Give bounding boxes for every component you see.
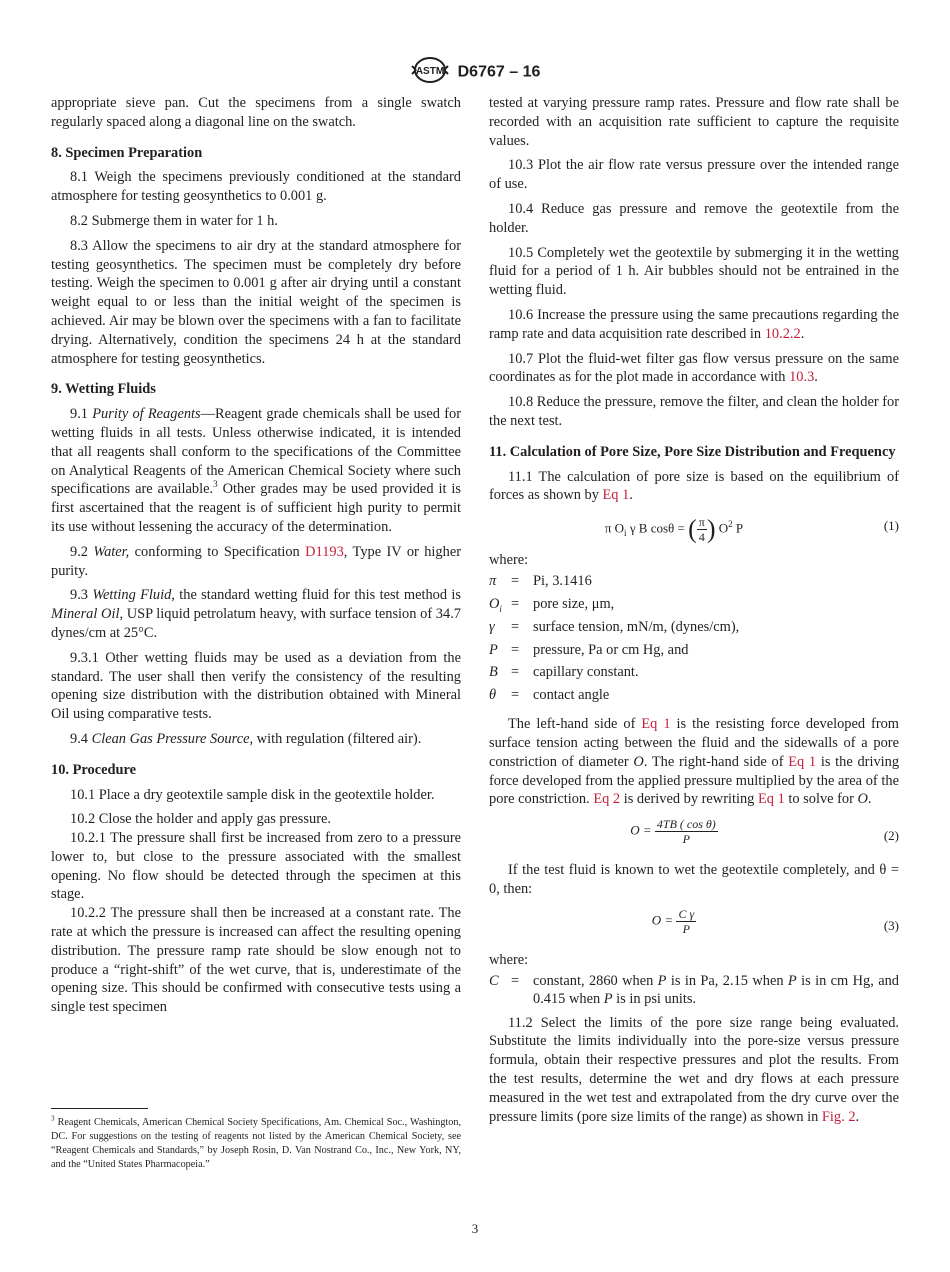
- variable-equals: =: [511, 687, 520, 704]
- page-header: [0, 56, 950, 89]
- variable-symbol: P: [489, 641, 498, 658]
- variable-symbol: $O_i$: [489, 595, 502, 614]
- variable-equals: =: [511, 572, 520, 589]
- link-eq-1[interactable]: Eq 1: [602, 487, 630, 504]
- link-fig-2[interactable]: Fig. 2: [821, 1108, 856, 1125]
- link-eq-1[interactable]: Eq 1: [757, 791, 785, 808]
- paragraph-10-2-2: 10.2.2 The pressure shall then be increased at a constant rate. The rate at which the pressure is increased can affect the resulting opening distribution. The pressure ramp rate should be slow enough not to produce a “right-shift” of the wet curve, that is, underestimate of the opening size. This should be confirmed with consecutive tests using a single test specimen: [51, 905, 461, 1016]
- page-number: 3: [471, 1221, 479, 1236]
- section-8-heading: 8. Specimen Preparation: [51, 144, 203, 161]
- right-column: [489, 94, 899, 1132]
- variable-symbol: γ: [489, 618, 495, 635]
- section-11-heading: 11. Calculation of Pore Size, Pore Size Distribution and Frequency: [489, 443, 896, 460]
- variable-symbol: θ: [489, 687, 497, 704]
- variable-description: surface tension, mN/m, (dynes/cm),: [533, 618, 740, 635]
- variable-description: contact angle: [533, 687, 610, 704]
- link-eq-2[interactable]: Eq 2: [593, 791, 621, 808]
- variable-row: [489, 572, 899, 595]
- variable-row: [489, 641, 899, 664]
- paragraph-wet-condition: If the test fluid is known to wet the geotextile completely, and θ = 0, then:: [489, 862, 899, 897]
- variable-description: capillary constant.: [533, 664, 639, 681]
- variable-row: [489, 663, 899, 686]
- section-9-heading: 9. Wetting Fluids: [51, 381, 156, 398]
- link-d1193[interactable]: D1193: [305, 543, 344, 560]
- paragraph-10-5: 10.5 Completely wet the geotextile by submerging it in the wetting fluid for a period of 1 h. Air bubbles should not be entrained in the wetting fluid.: [489, 244, 899, 299]
- footnote-divider: [51, 1108, 148, 1109]
- variable-description: pore size, μm,: [533, 595, 615, 612]
- variable-list: [489, 572, 899, 709]
- link-eq-1[interactable]: Eq 1: [788, 753, 817, 770]
- paragraph-10-4: 10.4 Reduce gas pressure and remove the geotextile from the holder.: [489, 200, 899, 236]
- paragraph-11-1: 11.1 The calculation of pore size is based on the equilibrium of forces as shown by Eq 1.: [489, 468, 899, 504]
- where-label-1: where:: [489, 552, 529, 569]
- variable-equals: =: [511, 664, 520, 681]
- equation-3: O = $\frac{\text{C γ}}{P}$ (3): [651, 906, 899, 936]
- equation-2-number: (2): [883, 828, 899, 844]
- footnote-3: $^3$ Reagent Chemicals, American Chemical Society Specifications, Am. Chemical Soc., Washington, DC. For suggestions on the testing of reagents not listed by the American Chemical Society, see “Reagent Chemicals and Standards,” by Joseph Rosin, D. Van Nostrand Co., Inc., New York, NY, and the “United States Pharmacopeia.”: [51, 1114, 461, 1170]
- equation-1: π $O_i$ γ B cosθ = ( $\frac{\pi}{4}$ ) $O^2$ P (1): [604, 514, 899, 545]
- paragraph-10-8: 10.8 Reduce the pressure, remove the filter, and clean the holder for the next test.: [489, 394, 900, 429]
- variable-row: [489, 618, 899, 641]
- variable-c-definition: C = constant, 2860 when P is in Pa, 2.15 when P is in cm Hg, and 0.415 when P is in psi units.: [489, 972, 899, 1007]
- variable-equals: =: [511, 641, 520, 658]
- paragraph-9-3: 9.3 Wetting Fluid, the standard wetting fluid for this test method is Mineral Oil, USP liquid petrolatum heavy, with surface tension of 34.7 dynes/cm at 25°C.: [51, 587, 462, 641]
- footnote-ref-3: 3: [213, 479, 218, 490]
- link-10-2-2[interactable]: 10.2.2: [764, 325, 801, 342]
- paragraph-9-2: 9.2 Water, conforming to Specification D1193, Type IV or higher purity.: [51, 543, 461, 579]
- variable-equals: =: [511, 618, 520, 635]
- document-code: D6767 – 16: [457, 63, 541, 81]
- variable-symbol: π: [489, 572, 497, 589]
- paragraph-10-1: 10.1 Place a dry geotextile sample disk in the geotextile holder.: [70, 786, 435, 803]
- where-label-2: where:: [489, 951, 529, 968]
- equation-1-number: (1): [883, 518, 899, 534]
- logo-text: ASTM: [415, 66, 444, 77]
- paragraph-10-3: 10.3 Plot the air flow rate versus pressure over the intended range of use.: [489, 157, 899, 193]
- variable-symbol: B: [489, 664, 498, 681]
- paragraph-continued: tested at varying pressure ramp rates. Pressure and flow rate shall be recorded with an acquisition rate sufficient to capture the requisite values.: [489, 95, 899, 149]
- variable-equals: =: [511, 595, 520, 612]
- left-column: [51, 94, 461, 1023]
- paragraph-lhs-explanation: The left-hand side of Eq 1 is the resisting force developed from surface tension acting between the fluid and the sidewalls of a pore constriction of diameter O. The right-hand side of Eq 1 is the driving force developed from the applied pressure multiplied by the area of the pore constriction. Eq 2 is derived by rewriting Eq 1 to solve for O.: [489, 716, 900, 808]
- equation-2: O = $\frac{\text{4TB ( cos θ)}}{P}$ (2): [630, 817, 899, 847]
- paragraph-10-7: 10.7 Plot the fluid-wet filter gas flow versus pressure on the same coordinates as for the plot made in accordance with 10.3.: [489, 350, 899, 386]
- variable-description: pressure, Pa or cm Hg, and: [533, 641, 689, 658]
- paragraph-intro: appropriate sieve pan. Cut the specimens from a single swatch regularly spaced along a diagonal line on the swatch.: [51, 95, 461, 130]
- paragraph-10-2-1: 10.2.1 The pressure shall first be increased from zero to a pressure lower to, but close to the pressure associated with the smallest opening. No flow should be detected through the specimen at this stage.: [51, 830, 461, 903]
- variable-row: [489, 595, 899, 618]
- paragraph-10-2: 10.2 Close the holder and apply gas pressure.: [70, 811, 331, 828]
- paragraph-8-2: 8.2 Submerge them in water for 1 h.: [70, 212, 278, 229]
- paragraph-9-4: 9.4 Clean Gas Pressure Source, with regulation (filtered air).: [70, 730, 422, 747]
- section-10-heading: 10. Procedure: [51, 761, 136, 778]
- astm-logo-icon: [410, 56, 450, 89]
- paragraph-11-2: 11.2 Select the limits of the pore size range being evaluated. Substitute the limits individually into the pore-size versus pressure formula, obtain their respective pressures and plot the results. From the test results, determine the wet and dry flows at each pressure measured in the wet test and extrapolated from the dry curve over the pressure limits (pore size limits of the range) as shown in Fig. 2.: [489, 1014, 899, 1125]
- link-10-3[interactable]: 10.3: [789, 369, 815, 386]
- equation-3-number: (3): [883, 917, 899, 933]
- variable-row: [489, 686, 899, 709]
- paragraph-8-1: 8.1 Weigh the specimens previously conditioned at the standard atmosphere for testing geosynthetics to 0.001 g.: [51, 169, 461, 205]
- paragraph-9-3-1: 9.3.1 Other wetting fluids may be used as a deviation from the standard. The user shall then verify the consistency of the resulting opening size distribution with the distribution obtained with Mineral Oil using comparative tests.: [51, 649, 461, 723]
- paragraph-9-1: 9.1 Purity of Reagents—Reagent grade chemicals shall be used for wetting fluids in all tests. Unless otherwise indicated, it is intended that all reagents shall conform to the specifications of the Committee on Analytical Reagents of the American Chemical Society where such specifications are available.$^3$ Other grades may be used provided it is first ascertained that the reagent is of sufficient high purity to permit its use without lessening the accuracy of the determination.: [51, 406, 462, 535]
- variable-description: Pi, 3.1416: [533, 572, 592, 589]
- link-eq-1[interactable]: Eq 1: [641, 716, 671, 733]
- paragraph-8-3: 8.3 Allow the specimens to air dry at the standard atmosphere for testing geosynthetics. The specimen must be completely dry before testing. Weigh the specimen to 0.001 g after air drying until a constant weight equal to or less than the initial weight of the specimen is achieved. Air may be blown over the specimens with a fan to facilitate drying. Alternatively, condition the specimens 24 h at the standard atmosphere for testing geosynthetics.: [51, 237, 461, 367]
- paragraph-10-6: 10.6 Increase the pressure using the same precautions regarding the ramp rate and data acquisition rate described in 10.2.2.: [489, 306, 899, 342]
